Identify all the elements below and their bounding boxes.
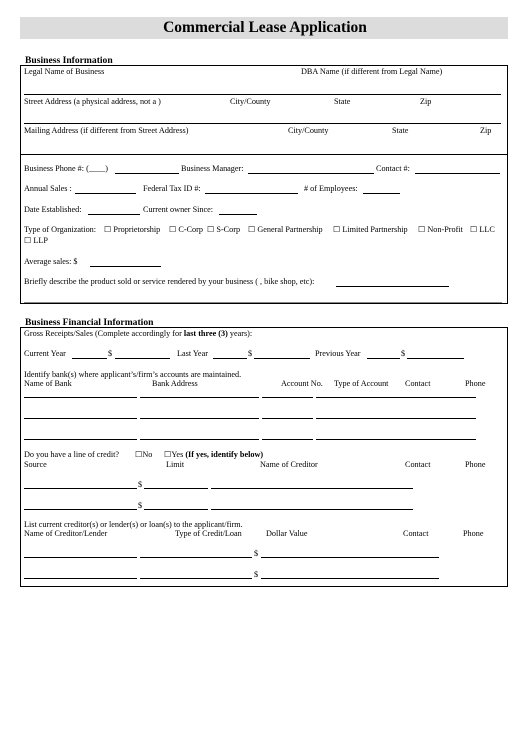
bank-row-1-address-field[interactable] bbox=[140, 397, 259, 398]
average-sales-field[interactable] bbox=[90, 266, 161, 267]
creditor-header-value: Dollar Value bbox=[266, 529, 308, 538]
legal-name-label: Legal Name of Business bbox=[24, 67, 105, 76]
credit-header-source: Source bbox=[24, 460, 47, 469]
state-label: State bbox=[334, 97, 351, 106]
bank-header-type: Type of Account bbox=[334, 379, 389, 388]
bank-row-2-address-field[interactable] bbox=[140, 418, 259, 419]
org-option-llp[interactable] bbox=[24, 236, 48, 246]
street-address-field[interactable] bbox=[24, 123, 501, 124]
creditor-header-type: Type of Credit/Loan bbox=[175, 529, 242, 538]
line-of-credit-yes-option[interactable]: ☐Yes (If yes, identify below) bbox=[164, 450, 264, 459]
date-established-field[interactable] bbox=[88, 214, 140, 215]
line-of-credit-label: Do you have a line of credit? bbox=[24, 450, 120, 459]
street-address-label: Street Address (a physical address, not a ) bbox=[24, 97, 161, 106]
previous-year-label: Previous Year bbox=[315, 349, 361, 358]
previous-year-amount-field[interactable] bbox=[407, 358, 464, 359]
org-option-label: C-Corp bbox=[178, 225, 203, 234]
current-owner-since-field[interactable] bbox=[219, 214, 257, 215]
bank-header-contact: Contact bbox=[405, 379, 431, 388]
bank-header-name: Name of Bank bbox=[24, 379, 72, 388]
list-creditors-label: List current creditor(s) or lender(s) or loan(s) to the applicant/firm. bbox=[24, 520, 243, 529]
checkbox-icon[interactable]: ☐ bbox=[333, 225, 341, 234]
org-option-proprietorship[interactable] bbox=[104, 225, 160, 235]
credit-row-2-source-field[interactable] bbox=[24, 509, 137, 510]
credit-row-1-source-field[interactable] bbox=[24, 488, 137, 489]
current-owner-since-label: Current owner Since: bbox=[143, 205, 214, 214]
checkbox-icon[interactable]: ☐ bbox=[24, 236, 32, 245]
section-heading-financial-info: Business Financial Information bbox=[25, 317, 154, 328]
mailing-zip-label: Zip bbox=[480, 126, 492, 135]
credit-row-1-limit-field[interactable] bbox=[144, 488, 208, 489]
creditor-row-2-type-field[interactable] bbox=[140, 578, 252, 579]
date-established-label: Date Established: bbox=[24, 205, 82, 214]
org-option-label: S-Corp bbox=[216, 225, 241, 234]
mailing-address-divider bbox=[20, 154, 508, 155]
bank-row-3-details-field[interactable] bbox=[316, 439, 476, 440]
credit-row-1-creditor-field[interactable] bbox=[211, 488, 413, 489]
credit-row-1-dollar: $ bbox=[138, 480, 143, 489]
zip-label: Zip bbox=[420, 97, 432, 106]
org-option-label: Non-Profit bbox=[427, 225, 463, 234]
city-county-label: City/County bbox=[230, 97, 271, 106]
describe-product-label: Briefly describe the product sold or service rendered by your business ( , bike shop, etc): bbox=[24, 277, 315, 286]
org-option-s-corp[interactable] bbox=[207, 225, 240, 235]
org-option-non-profit[interactable] bbox=[418, 225, 463, 235]
checkbox-icon[interactable]: ☐ bbox=[207, 225, 215, 234]
credit-row-2-creditor-field[interactable] bbox=[211, 509, 413, 510]
checkbox-icon[interactable]: ☐ bbox=[164, 450, 172, 459]
type-of-org-label: Type of Organization: bbox=[24, 225, 97, 234]
annual-sales-field[interactable] bbox=[75, 193, 136, 194]
credit-header-creditor: Name of Creditor bbox=[260, 460, 318, 469]
describe-product-field-2[interactable] bbox=[24, 302, 502, 303]
credit-header-phone: Phone bbox=[465, 460, 486, 469]
last-year-amount-field[interactable] bbox=[254, 358, 310, 359]
bank-row-3-name-field[interactable] bbox=[24, 439, 137, 440]
business-manager-field[interactable] bbox=[248, 173, 374, 174]
annual-sales-label: Annual Sales : bbox=[24, 184, 72, 193]
bank-header-account-no: Account No. bbox=[281, 379, 323, 388]
org-option-label: LLC bbox=[479, 225, 495, 234]
contact-field[interactable] bbox=[415, 173, 500, 174]
bank-row-1-name-field[interactable] bbox=[24, 397, 137, 398]
previous-year-dollar: $ bbox=[401, 349, 406, 358]
checkbox-icon[interactable]: ☐ bbox=[418, 225, 426, 234]
checkbox-icon[interactable]: ☐ bbox=[135, 450, 143, 459]
bank-row-3-account-field[interactable] bbox=[262, 439, 313, 440]
line-of-credit-no-option[interactable]: ☐No bbox=[135, 450, 153, 459]
gross-receipts-label: Gross Receipts/Sales (Complete accordingly for last three (3) years): bbox=[24, 329, 253, 338]
section-heading-business-info: Business Information bbox=[25, 55, 113, 66]
dba-name-label: DBA Name (if different from Legal Name) bbox=[301, 67, 443, 76]
legal-name-field[interactable] bbox=[24, 94, 501, 95]
creditor-header-contact: Contact bbox=[403, 529, 429, 538]
contact-label: Contact #: bbox=[376, 164, 410, 173]
org-option-label: LLP bbox=[33, 236, 48, 245]
credit-row-2-limit-field[interactable] bbox=[144, 509, 208, 510]
org-option-c-corp[interactable] bbox=[169, 225, 203, 235]
org-option-label: General Partnership bbox=[257, 225, 323, 234]
business-phone-label: Business Phone #: (____) bbox=[24, 164, 108, 173]
federal-tax-id-label: Federal Tax ID #: bbox=[143, 184, 201, 193]
credit-header-limit: Limit bbox=[166, 460, 185, 469]
last-year-dollar: $ bbox=[248, 349, 253, 358]
credit-row-2-dollar: $ bbox=[138, 501, 143, 510]
page-title: Commercial Lease Application bbox=[163, 19, 367, 36]
describe-product-field[interactable] bbox=[336, 286, 449, 287]
checkbox-icon[interactable]: ☐ bbox=[169, 225, 177, 234]
creditor-row-1-value-field[interactable] bbox=[261, 557, 439, 558]
creditor-row-1-name-field[interactable] bbox=[24, 557, 137, 558]
bank-row-2-account-field[interactable] bbox=[262, 418, 313, 419]
num-employees-label: # of Employees: bbox=[304, 184, 358, 193]
bank-row-1-details-field[interactable] bbox=[316, 397, 476, 398]
checkbox-icon[interactable]: ☐ bbox=[470, 225, 478, 234]
mailing-state-label: State bbox=[392, 126, 409, 135]
creditor-row-2-dollar: $ bbox=[254, 570, 259, 579]
org-option-limited-partnership[interactable] bbox=[333, 225, 408, 235]
org-option-general-partnership[interactable] bbox=[248, 225, 323, 235]
last-year-label: Last Year bbox=[177, 349, 208, 358]
mailing-address-label: Mailing Address (if different from Street Address) bbox=[24, 126, 189, 135]
creditor-row-1-dollar: $ bbox=[254, 549, 259, 558]
creditor-row-1-type-field[interactable] bbox=[140, 557, 252, 558]
checkbox-icon[interactable]: ☐ bbox=[104, 225, 112, 234]
bank-row-1-account-field[interactable] bbox=[262, 397, 313, 398]
average-sales-label: Average sales: $ bbox=[24, 257, 78, 266]
credit-header-contact: Contact bbox=[405, 460, 431, 469]
current-year-label: Current Year bbox=[24, 349, 66, 358]
bank-row-2-details-field[interactable] bbox=[316, 418, 476, 419]
org-option-llc[interactable] bbox=[470, 225, 495, 235]
bank-header-phone: Phone bbox=[465, 379, 486, 388]
checkbox-icon[interactable]: ☐ bbox=[248, 225, 256, 234]
last-year-field[interactable] bbox=[213, 358, 247, 359]
bank-header-address: Bank Address bbox=[152, 379, 198, 388]
current-year-amount-field[interactable] bbox=[115, 358, 170, 359]
previous-year-field[interactable] bbox=[367, 358, 400, 359]
creditor-row-2-name-field[interactable] bbox=[24, 578, 137, 579]
creditor-header-name: Name of Creditor/Lender bbox=[24, 529, 108, 538]
current-year-field[interactable] bbox=[72, 358, 107, 359]
current-year-dollar: $ bbox=[108, 349, 113, 358]
federal-tax-id-field[interactable] bbox=[205, 193, 298, 194]
business-phone-field[interactable] bbox=[115, 173, 179, 174]
org-option-label: Proprietorship bbox=[113, 225, 161, 234]
mailing-city-county-label: City/County bbox=[288, 126, 329, 135]
org-option-label: Limited Partnership bbox=[342, 225, 408, 234]
identify-banks-label: Identify bank(s) where applicant’s/firm’s accounts are maintained. bbox=[24, 370, 242, 379]
bank-row-2-name-field[interactable] bbox=[24, 418, 137, 419]
bank-row-3-address-field[interactable] bbox=[140, 439, 259, 440]
num-employees-field[interactable] bbox=[363, 193, 400, 194]
creditor-header-phone: Phone bbox=[463, 529, 484, 538]
creditor-row-2-value-field[interactable] bbox=[261, 578, 439, 579]
business-manager-label: Business Manager: bbox=[181, 164, 244, 173]
